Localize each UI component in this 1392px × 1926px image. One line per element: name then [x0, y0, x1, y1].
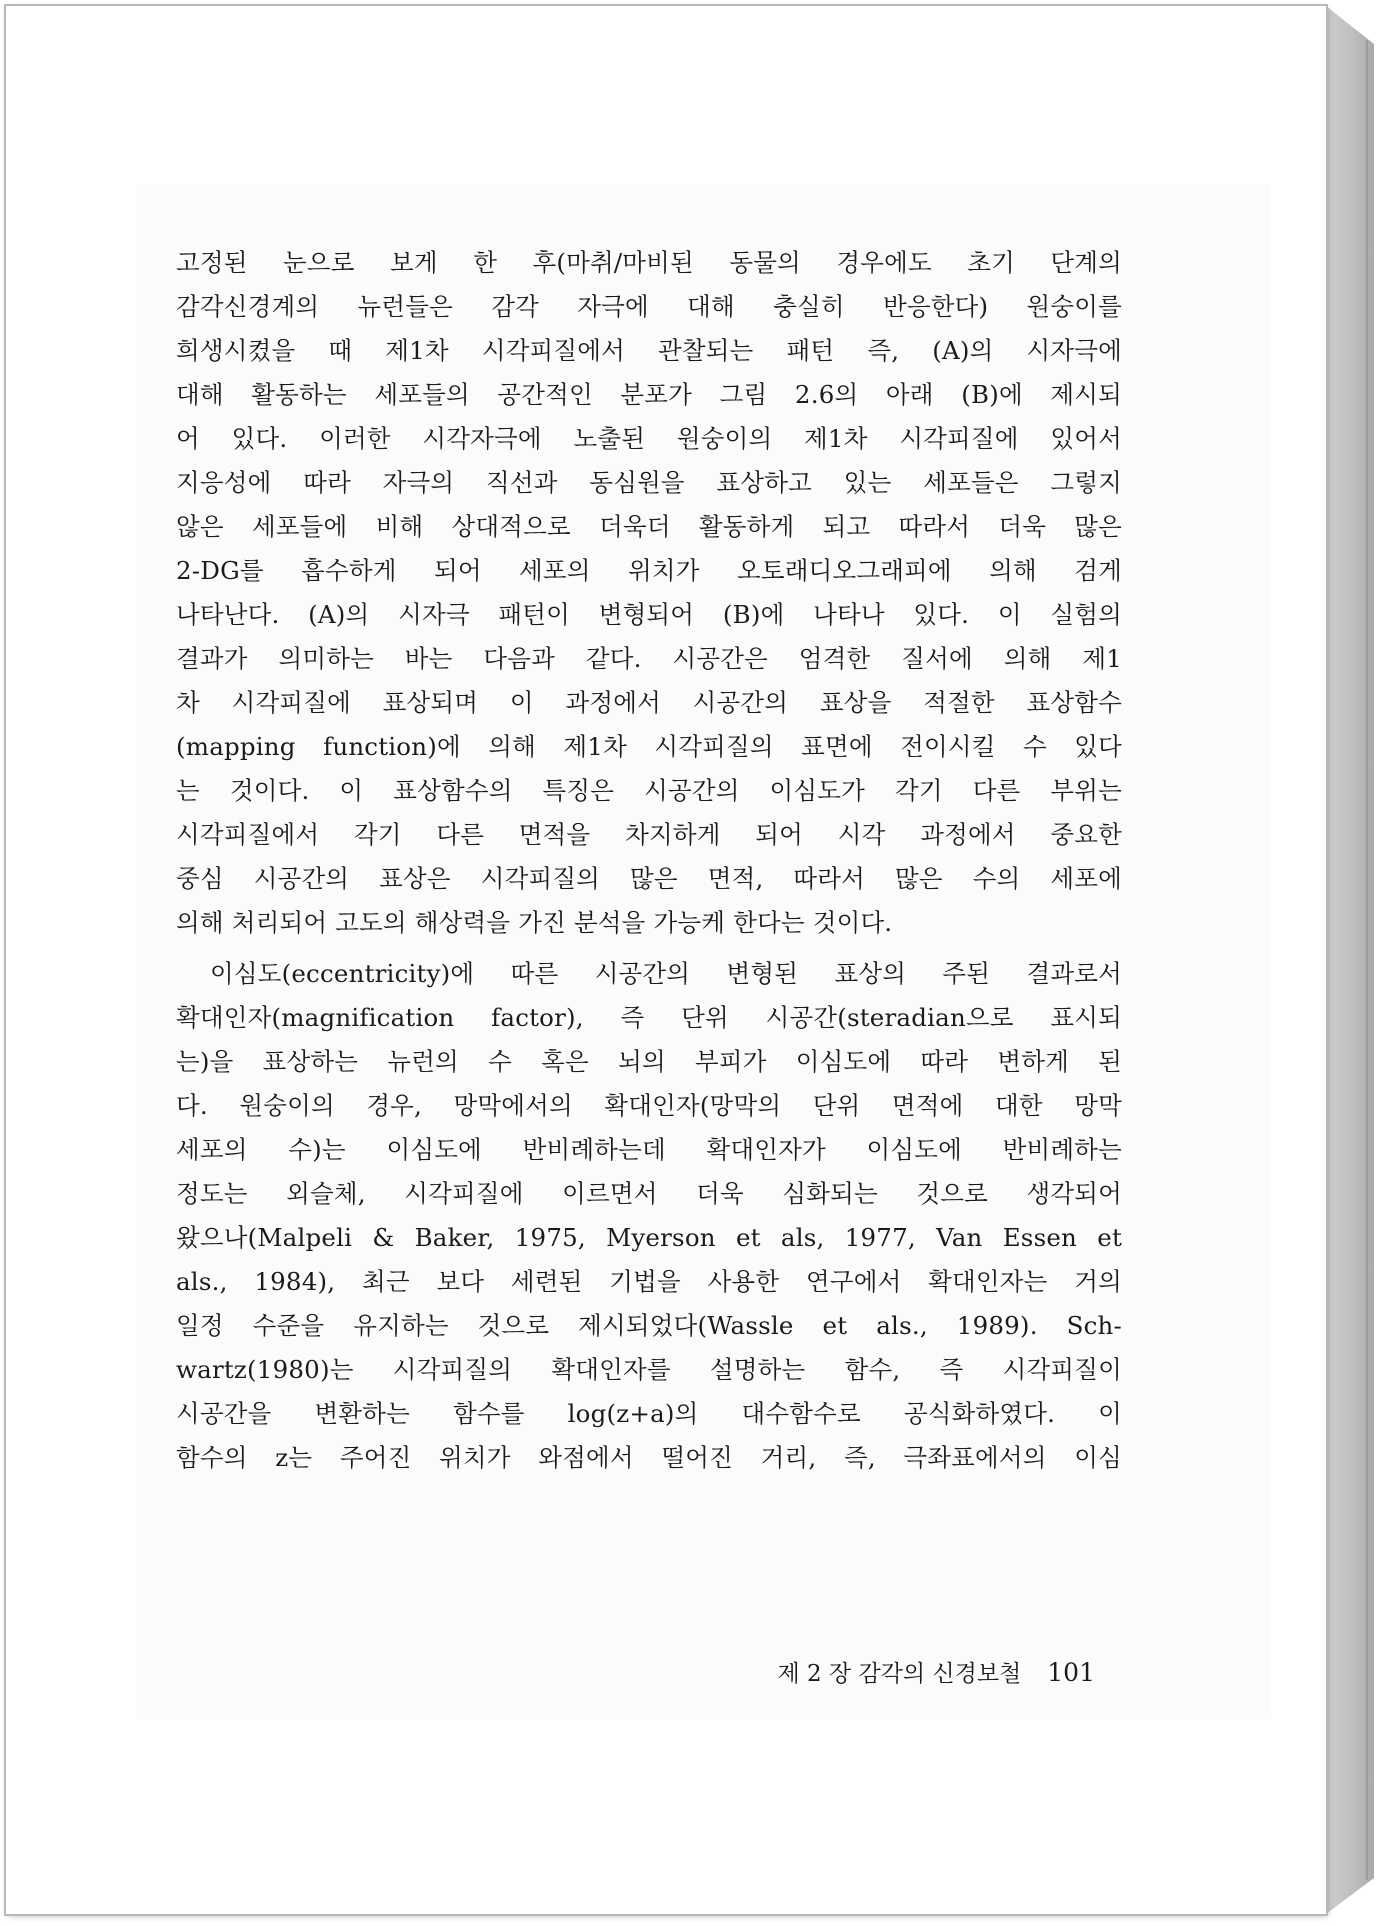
text-line: 다. 원숭이의 경우, 망막에서의 확대인자(망막의 단위 면적에 대한 망막 — [176, 1091, 1122, 1120]
body-text — [176, 241, 1122, 1480]
text-line: 는 것이다. 이 표상함수의 특징은 시공간의 이심도가 각기 다른 부위는 — [176, 776, 1122, 805]
text-line: 희생시켰을 때 제1차 시각피질에서 관찰되는 패턴 즉, (A)의 시자극에 — [176, 336, 1122, 365]
text-line: 세포의 수)는 이심도에 반비례하는데 확대인자가 이심도에 반비례하는 — [176, 1135, 1122, 1164]
text-line: 는)을 표상하는 뉴런의 수 혹은 뇌의 부피가 이심도에 따라 변하게 된 — [176, 1047, 1122, 1076]
text-line: 시공간을 변환하는 함수를 log(z+a)의 대수함수로 공식화하였다. 이 — [176, 1399, 1122, 1428]
text-line: 정도는 외슬체, 시각피질에 이르면서 더욱 심화되는 것으로 생각되어 — [176, 1179, 1122, 1208]
text-line: 일정 수준을 유지하는 것으로 제시되었다(Wassle et als., 1989). Sch- — [176, 1311, 1122, 1340]
text-line: 시각피질에서 각기 다른 면적을 차지하게 되어 시각 과정에서 중요한 — [176, 820, 1122, 849]
paragraph-gap — [176, 945, 1122, 952]
text-line: 확대인자(magnification factor), 즉 단위 시공간(steradian으로 표시되 — [176, 1003, 1122, 1032]
text-line: 이심도(eccentricity)에 따른 시공간의 변형된 표상의 주된 결과로서 — [210, 959, 1122, 988]
text-line: 결과가 의미하는 바는 다음과 같다. 시공간은 엄격한 질서에 의해 제1 — [176, 644, 1122, 673]
text-line: (mapping function)에 의해 제1차 시각피질의 표면에 전이시킬 수 있다 — [176, 732, 1122, 761]
text-line: 감각신경계의 뉴런들은 감각 자극에 대해 충실히 반응한다) 원숭이를 — [176, 292, 1122, 321]
text-line: 고정된 눈으로 보게 한 후(마취/마비된 동물의 경우에도 초기 단계의 — [176, 248, 1122, 277]
text-line: 함수의 z는 주어진 위치가 와점에서 떨어진 거리, 즉, 극좌표에서의 이심 — [176, 1443, 1122, 1472]
text-line: 의해 처리되어 고도의 해상력을 가진 분석을 가능케 한다는 것이다. — [176, 908, 893, 937]
text-line: 어 있다. 이러한 시각자극에 노출된 원숭이의 제1차 시각피질에 있어서 — [176, 424, 1122, 453]
text-line: 나타난다. (A)의 시자극 패턴이 변형되어 (B)에 나타나 있다. 이 실험의 — [176, 600, 1122, 629]
text-line: 대해 활동하는 세포들의 공간적인 분포가 그림 2.6의 아래 (B)에 제시되 — [176, 380, 1122, 409]
text-line: 2-DG를 흡수하게 되어 세포의 위치가 오토래디오그래피에 의해 검게 — [176, 556, 1122, 585]
text-line: 지응성에 따라 자극의 직선과 동심원을 표상하고 있는 세포들은 그렇지 — [176, 468, 1122, 497]
text-line: wartz(1980)는 시각피질의 확대인자를 설명하는 함수, 즉 시각피질이 — [176, 1355, 1122, 1384]
text-line: 차 시각피질에 표상되며 이 과정에서 시공간의 표상을 적절한 표상함수 — [176, 688, 1122, 717]
running-footer-chapter: 제 2 장 감각의 신경보철 — [777, 1661, 1022, 1687]
text-line: 않은 세포들에 비해 상대적으로 더욱더 활동하게 되고 따라서 더욱 많은 — [176, 512, 1122, 541]
page-number: 101 — [1047, 1658, 1095, 1687]
text-line: als., 1984), 최근 보다 세련된 기법을 사용한 연구에서 확대인자는 거의 — [176, 1267, 1122, 1296]
text-line: 중심 시공간의 표상은 시각피질의 많은 면적, 따라서 많은 수의 세포에 — [176, 864, 1122, 893]
text-line: 왔으나(Malpeli & Baker, 1975, Myerson et als, 1977, Van Essen et — [176, 1223, 1122, 1252]
book-page-edge-line — [1366, 40, 1368, 1880]
page-footer — [735, 1653, 1095, 1694]
